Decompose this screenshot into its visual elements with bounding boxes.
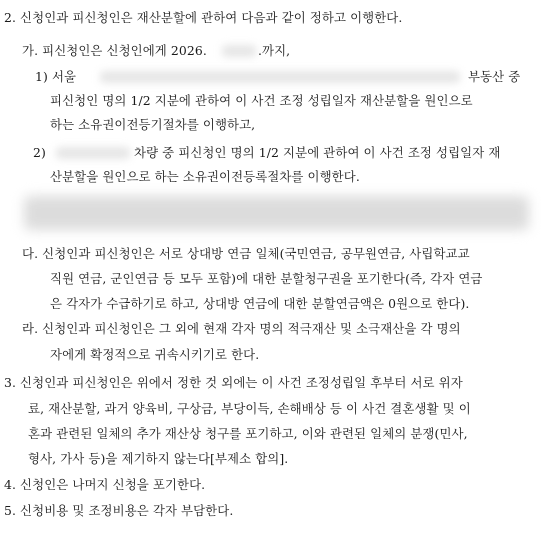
sub-item-2-prefix: 2) (33, 145, 46, 160)
item-ra-line-2: 자에게 확정적으로 귀속시키기로 한다. (50, 347, 260, 362)
sub-item-1-prefix: 1) 서울 (35, 69, 77, 84)
item-3-line-3: 혼과 관련된 일체의 추가 재산상 청구를 포기하고, 이와 관련된 일체의 분쟁(민사, (28, 426, 468, 441)
item-ga-tail: .까지, (258, 43, 291, 58)
item-ga: 가. 피신청인은 신청인에게 2026. (22, 43, 207, 58)
sub-item-1-right: 부동산 중 (468, 69, 521, 84)
item-3-line-1: 3. 신청인과 피신청인은 위에서 정한 것 외에는 이 사건 조정성립일 후부터 서로 위자 (4, 375, 463, 390)
item-da-line-2: 직원 연금, 군인연금 등 모두 포함)에 대한 분할청구권을 포기한다(즉, 각자 연금 (50, 271, 483, 286)
item-ra-line-1: 라. 신청인과 피신청인은 그 외에 현재 각자 명의 적극재산 및 소극재산을 각 명의 (22, 321, 461, 336)
item-5: 5. 신청비용 및 조정비용은 각자 부담한다. (4, 503, 234, 518)
redacted-block (24, 196, 529, 230)
item-da-line-1: 다. 신청인과 피신청인은 서로 상대방 연금 일체(국민연금, 공무원연금, 사립학교교 (22, 246, 470, 261)
redacted-date (222, 45, 256, 57)
item-3-line-4: 형사, 가사 등)을 제기하지 않는다[부제소 합의]. (28, 451, 289, 466)
item-2-header: 2. 신청인과 피신청인은 재산분할에 관하여 다음과 같이 정하고 이행한다. (4, 10, 403, 25)
item-da-line-3: 은 각자가 수급하기로 하고, 상대방 연금에 대한 분할연금액은 0원으로 한다). (50, 296, 470, 311)
redacted-vehicle (56, 147, 130, 159)
sub-item-1-line-2: 피신청인 명의 1/2 지분에 관하여 이 사건 조정 성립일자 재산분할을 원인으로 (50, 93, 473, 108)
item-3-line-2: 료, 재산분할, 과거 양육비, 구상금, 부당이득, 손해배상 등 이 사건 결혼생활 및 이 (28, 401, 471, 416)
sub-item-1-line-3: 하는 소유권이전등기절차를 이행하고, (50, 117, 256, 132)
item-4: 4. 신청인은 나머지 신청을 포기한다. (4, 477, 206, 492)
redacted-address (100, 71, 460, 83)
sub-item-2-line-2: 산분할을 원인으로 하는 소유권이전등록절차를 이행한다. (50, 169, 360, 184)
sub-item-2-line-1: 차량 중 피신청인 명의 1/2 지분에 관하여 이 사건 조정 성립일자 재 (134, 145, 501, 160)
